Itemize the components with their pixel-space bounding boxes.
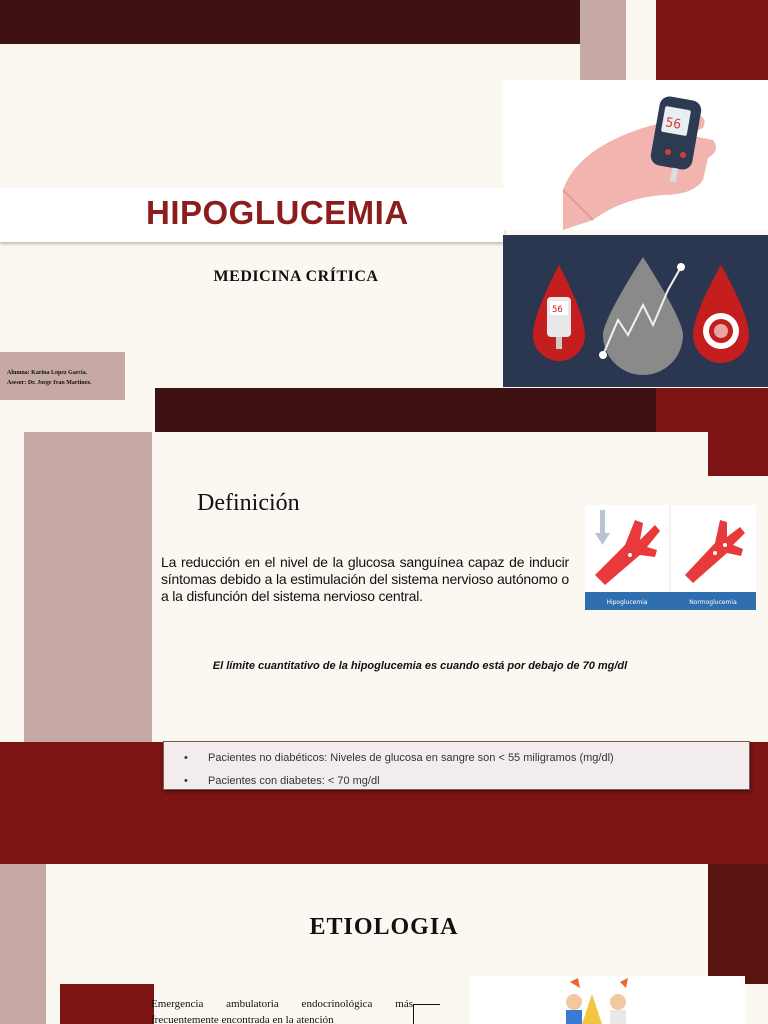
meter-reading: 56 (664, 115, 683, 133)
definition-heading: Definición (197, 490, 300, 516)
red-square (60, 984, 154, 1024)
top-bar (0, 0, 600, 44)
connector-line (413, 1004, 440, 1024)
advisor-name: Asesor: Dr. Jorge Ivan Martinez. (7, 380, 92, 386)
blood-vessel-image (585, 505, 756, 610)
normoglycemia-label: Normoglucemia (689, 599, 737, 606)
bullet-text: Pacientes con diabetes: < 70 mg/dl (208, 775, 380, 787)
bottom-red-block (656, 388, 768, 432)
definition-slide (0, 432, 768, 864)
slide-subtitle: MEDICINA CRÍTICA (213, 268, 379, 285)
criteria-box (163, 741, 750, 790)
bottom-bar (155, 388, 658, 432)
pink-tab (580, 0, 626, 80)
bullet-icon: • (184, 752, 188, 764)
etiology-text: Emergencia ambulatoria endocrinológica más frecuentemente encontrada en la atención (151, 998, 413, 1024)
blood-drops-image (503, 235, 768, 387)
limit-note: El límite cuantitativo de la hipoglucemia es cuando está por debajo de 70 mg/dl (212, 660, 628, 672)
credits-box (0, 352, 125, 400)
corner-block (708, 432, 768, 476)
definition-text: La reducción en el nivel de la glucosa sanguínea capaz de inducir síntomas debido a la estimulación del sistema nervioso autónomo o a la disfunción del sistema nervioso central. (161, 554, 569, 604)
red-tab (656, 0, 768, 80)
etiology-slide (0, 864, 768, 1024)
etiology-heading: ETIOLOGIA (309, 914, 459, 940)
bullet-text: Pacientes no diabéticos: Niveles de glucosa en sangre son < 55 miligramos (mg/dl) (208, 752, 614, 764)
pink-side-panel (0, 864, 46, 1024)
glucometer-hand-image (503, 80, 768, 230)
drop-meter-reading: 56 (552, 305, 563, 315)
warning-illustration (470, 976, 745, 1024)
student-name: Alumna: Karina Lopez Garcia. (7, 370, 88, 376)
hypoglycemia-label: Hipoglucemia (606, 599, 648, 606)
red-band-overlap (24, 742, 152, 820)
slide-title: HIPOGLUCEMIA (146, 194, 409, 231)
title-slide (0, 0, 768, 432)
bullet-icon: • (184, 775, 188, 787)
